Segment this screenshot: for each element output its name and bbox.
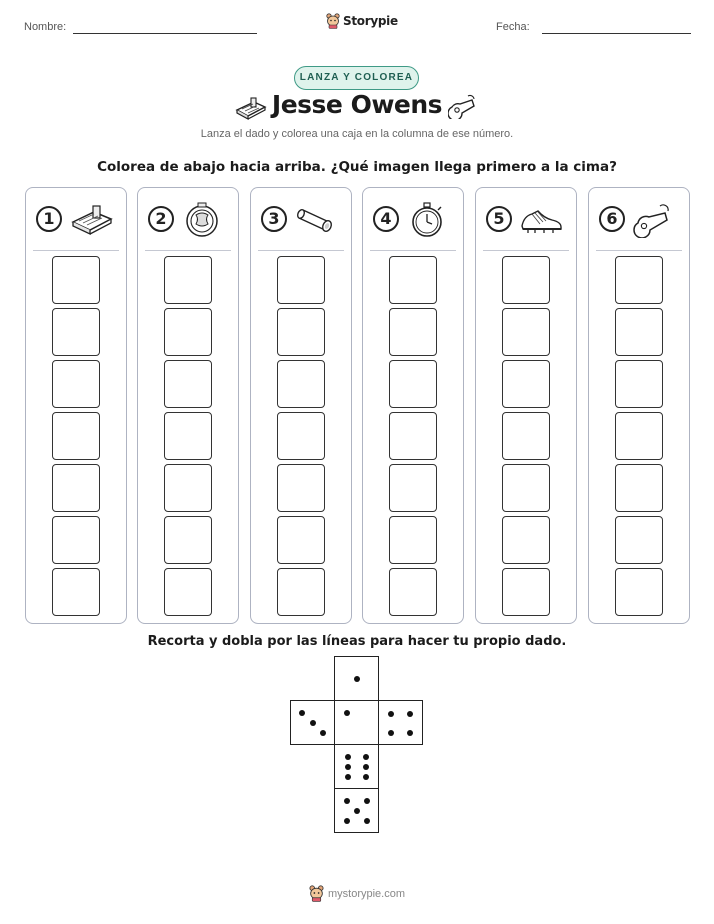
column-6 [588,187,690,624]
die-face-right [378,700,423,745]
brand-name: Storypie [343,14,398,28]
color-box[interactable] [277,464,325,512]
die-pip [299,710,305,716]
column-2 [137,187,239,624]
color-box[interactable] [502,360,550,408]
name-label: Nombre: [24,21,67,33]
die-pip [407,711,413,717]
column-header [26,188,126,250]
die-face-bottom [334,788,379,833]
column-divider [370,250,456,251]
die-pip [310,720,316,726]
column-divider [33,250,119,251]
column-3 [250,187,352,624]
color-box[interactable] [615,256,663,304]
page-title: Jesse Owens [271,90,443,119]
color-box[interactable] [52,308,100,356]
color-box[interactable] [52,256,100,304]
color-box[interactable] [615,568,663,616]
column-number: 1 [36,206,62,232]
color-box[interactable] [277,412,325,460]
column-header [476,188,576,250]
die-pip [354,808,360,814]
column-header [251,188,351,250]
die-face-lower [334,744,379,789]
die-pip [345,774,351,780]
footer [309,885,405,902]
column-5 [475,187,577,624]
spiked-shoe-icon [520,202,564,238]
color-box[interactable] [389,412,437,460]
color-box[interactable] [502,516,550,564]
column-divider [258,250,344,251]
color-box[interactable] [277,308,325,356]
color-box[interactable] [502,412,550,460]
color-box[interactable] [615,360,663,408]
column-header [363,188,463,250]
color-box[interactable] [52,464,100,512]
stopwatch-icon [407,202,451,238]
color-box[interactable] [52,568,100,616]
page-subtitle: Lanza el dado y colorea una caja en la columna de ese número. [200,128,514,140]
die-pip [388,730,394,736]
column-1 [25,187,127,624]
color-box[interactable] [52,360,100,408]
die-pip [363,764,369,770]
color-box[interactable] [502,256,550,304]
baton-icon [295,202,339,238]
color-box[interactable] [389,568,437,616]
activity-badge: LANZA Y COLOREA [294,66,419,90]
die-face-top [334,656,379,701]
column-4 [362,187,464,624]
color-box[interactable] [389,360,437,408]
color-box[interactable] [164,568,212,616]
color-box[interactable] [277,256,325,304]
whistle-icon [448,93,478,119]
color-box[interactable] [52,516,100,564]
storypie-logo [326,13,398,29]
whistle-icon [633,202,677,238]
date-line[interactable] [542,33,691,34]
die-pip [363,754,369,760]
color-box[interactable] [164,256,212,304]
die-pip [364,798,370,804]
color-box[interactable] [164,308,212,356]
color-box[interactable] [615,412,663,460]
color-box[interactable] [389,308,437,356]
color-box[interactable] [164,360,212,408]
color-box[interactable] [277,360,325,408]
die-pip [345,764,351,770]
color-box[interactable] [615,308,663,356]
coloring-instruction: Colorea de abajo hacia arriba. ¿Qué imagen llega primero a la cima? [97,159,617,175]
dice-instruction: Recorta y dobla por las líneas para hacer tu propio dado. [147,634,567,649]
die-pip [345,754,351,760]
die-pip [344,818,350,824]
color-box[interactable] [52,412,100,460]
color-box[interactable] [502,568,550,616]
color-box[interactable] [502,308,550,356]
color-box[interactable] [389,256,437,304]
die-pip [354,676,360,682]
die-pip [320,730,326,736]
column-number: 4 [373,206,399,232]
date-label: Fecha: [496,21,530,33]
color-box[interactable] [502,464,550,512]
medal-icon [182,202,226,238]
die-pip [388,711,394,717]
bear-mascot-icon [326,13,340,29]
die-face-left [290,700,335,745]
color-box[interactable] [615,516,663,564]
column-divider [596,250,682,251]
column-number: 5 [486,206,512,232]
color-box[interactable] [277,516,325,564]
column-number: 2 [148,206,174,232]
color-box[interactable] [389,464,437,512]
color-box[interactable] [277,568,325,616]
column-divider [145,250,231,251]
footer-url[interactable]: mystorypie.com [328,887,406,900]
column-header [138,188,238,250]
column-number: 3 [261,206,287,232]
color-box[interactable] [389,516,437,564]
bear-mascot-icon [309,885,324,902]
die-pip [363,774,369,780]
column-number: 6 [599,206,625,232]
die-pip [407,730,413,736]
column-header [589,188,689,250]
color-box[interactable] [615,464,663,512]
color-box[interactable] [164,412,212,460]
die-pip [364,818,370,824]
die-face-center [334,700,379,745]
color-box[interactable] [164,464,212,512]
starting-block-icon [70,202,114,238]
die-pip [344,710,350,716]
name-line[interactable] [73,33,257,34]
die-pip [344,798,350,804]
column-divider [483,250,569,251]
color-box[interactable] [164,516,212,564]
